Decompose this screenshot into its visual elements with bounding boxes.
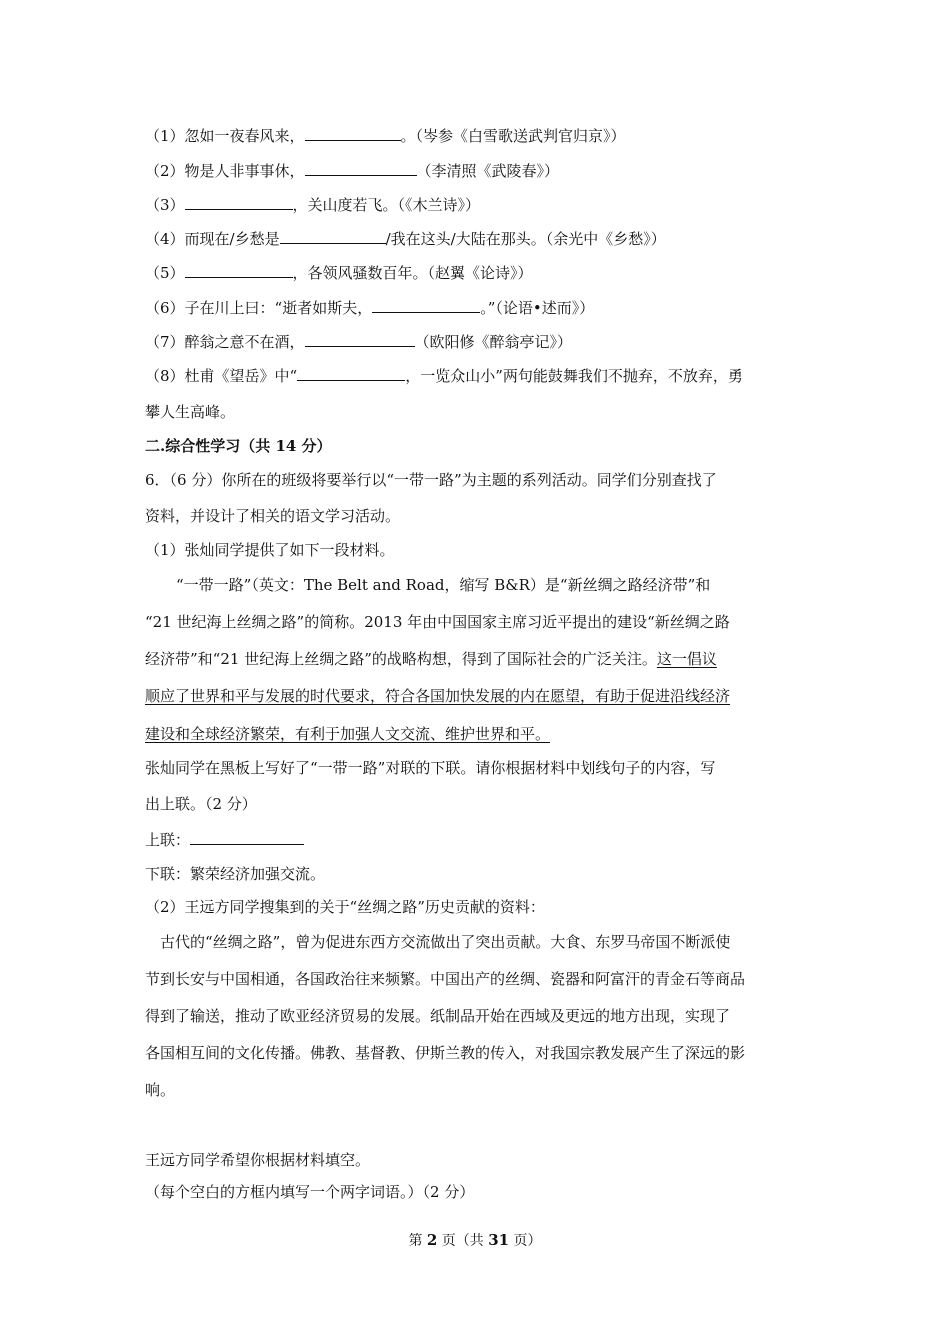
question-6-line-1: 6．（6 分）你所在的班级将要举行以“一带一路”为主题的系列活动。同学们分别查找了 bbox=[145, 471, 717, 489]
poem-5-text: （5） bbox=[145, 264, 185, 282]
material-1-line-1: “一带一路”（英文：The Belt and Road，缩写 B&R）是“新丝绸之路经济带”和 bbox=[176, 576, 711, 594]
poem-3-text: （3） bbox=[145, 196, 185, 214]
poem-4-text: （4）而现在/乡愁是 bbox=[145, 230, 280, 248]
footer-prefix: 第 bbox=[408, 1233, 427, 1249]
poem-2-text: （2）物是人非事事休， bbox=[145, 162, 305, 180]
upper-couplet-blank[interactable] bbox=[190, 829, 304, 845]
upper-couplet-line bbox=[145, 829, 304, 850]
task-1-line-1: 张灿同学在黑板上写好了“一带一路”对联的下联。请你根据材料中划线句子的内容，写 bbox=[145, 759, 716, 777]
poem-3-source: ，关山度若飞。（《木兰诗》） bbox=[292, 196, 481, 214]
current-page-number: 2 bbox=[426, 1231, 438, 1249]
upper-couplet-label: 上联： bbox=[145, 831, 191, 849]
task-2-line-2: （每个空白的方框内填写一个两字词语。）（2 分） bbox=[145, 1183, 475, 1201]
answer-blank-6[interactable] bbox=[372, 297, 480, 313]
poem-1-text: （1）忽如一夜春风来， bbox=[145, 127, 305, 145]
poem-8-source: ，一览众山小”两句能鼓舞我们不抛弃，不放弃，勇 bbox=[405, 367, 743, 385]
material-1-line-3-text: 经济带”和“21 世纪海上丝绸之路”的战略构想，得到了国际社会的广泛关注。 bbox=[145, 650, 657, 668]
section-title: 二.综合性学习（共 14 分） bbox=[145, 437, 332, 455]
material-2-line-5: 响。 bbox=[145, 1081, 176, 1099]
poem-8-text: （8）杜甫《望岳》中“ bbox=[145, 367, 298, 385]
answer-blank-8[interactable] bbox=[297, 365, 405, 381]
underlined-sentence-line-2: 顺应了世界和平与发展的时代要求，符合各国加快发展的内在愿望，有助于促进沿线经济 bbox=[145, 687, 731, 705]
poem-2-source: （李清照《武陵春》） bbox=[416, 162, 560, 180]
poem-line-3 bbox=[145, 194, 480, 215]
poem-7-source: （欧阳修《醉翁亭记》） bbox=[414, 333, 573, 351]
answer-blank-4[interactable] bbox=[280, 228, 386, 244]
subquestion-1: （1）张灿同学提供了如下一段材料。 bbox=[145, 541, 395, 559]
answer-blank-7[interactable] bbox=[305, 331, 415, 347]
underlined-sentence-line-3: 建设和全球经济繁荣，有利于加强人文交流、维护世界和平。 bbox=[145, 725, 551, 743]
material-2-line-3: 得到了输送，推动了欧亚经济贸易的发展。纸制品开始在西域及更远的地方出现，实现了 bbox=[145, 1007, 731, 1025]
material-2-line-2: 节到长安与中国相通，各国政治往来频繁。中国出产的丝绸、瓷器和阿富汗的青金石等商品 bbox=[145, 970, 746, 988]
material-1-line-3 bbox=[145, 649, 717, 669]
page-footer bbox=[0, 1230, 950, 1250]
material-2-line-1: 古代的“丝绸之路”，曾为促进东西方交流做出了突出贡献。大食、东罗马帝国不断派使 bbox=[160, 933, 731, 951]
subquestion-2: （2）王远方同学搜集到的关于“丝绸之路”历史贡献的资料： bbox=[145, 898, 545, 916]
poem-1-source: 。（岑参《白雪歌送武判官归京》） bbox=[400, 127, 626, 145]
poem-8-continued: 攀人生高峰。 bbox=[145, 403, 236, 421]
poem-line-1 bbox=[145, 125, 626, 146]
poem-6-source: 。”（论语•述而》） bbox=[480, 299, 595, 317]
poem-7-text: （7）醉翁之意不在酒， bbox=[145, 333, 305, 351]
answer-blank-2[interactable] bbox=[305, 160, 417, 176]
poem-line-7 bbox=[145, 331, 572, 352]
answer-blank-1[interactable] bbox=[305, 125, 401, 141]
material-1-line-2: “21 世纪海上丝绸之路”的简称。2013 年由中国国家主席习近平提出的建设“新丝绸之路 bbox=[145, 613, 730, 631]
underlined-sentence-start: 这一倡议 bbox=[656, 650, 717, 668]
poem-line-6 bbox=[145, 297, 594, 318]
task-2-line-1: 王远方同学希望你根据材料填空。 bbox=[145, 1151, 371, 1169]
poem-6-text: （6）子在川上曰：“逝者如斯夫， bbox=[145, 299, 373, 317]
poem-line-4 bbox=[145, 228, 666, 249]
task-1-line-2: 出上联。（2 分） bbox=[145, 795, 257, 813]
poem-line-2 bbox=[145, 160, 559, 181]
answer-blank-3[interactable] bbox=[185, 194, 293, 210]
answer-blank-5[interactable] bbox=[185, 262, 293, 278]
footer-middle: 页（共 bbox=[437, 1233, 489, 1249]
footer-suffix: 页） bbox=[509, 1233, 542, 1249]
poem-4-source: /我在这头/大陆在那头。（余光中《乡愁》） bbox=[385, 230, 666, 248]
poem-line-5 bbox=[145, 262, 533, 283]
question-6-line-2: 资料，并设计了相关的语文学习活动。 bbox=[145, 507, 401, 525]
lower-couplet-line: 下联：繁荣经济加强交流。 bbox=[145, 865, 326, 883]
material-2-line-4: 各国相互间的文化传播。佛教、基督教、伊斯兰教的传入，对我国宗教发展产生了深远的影 bbox=[145, 1044, 746, 1062]
total-page-count: 31 bbox=[488, 1231, 510, 1249]
poem-5-source: ，各领风骚数百年。（赵翼《论诗》） bbox=[292, 264, 533, 282]
poem-line-8 bbox=[145, 365, 743, 386]
